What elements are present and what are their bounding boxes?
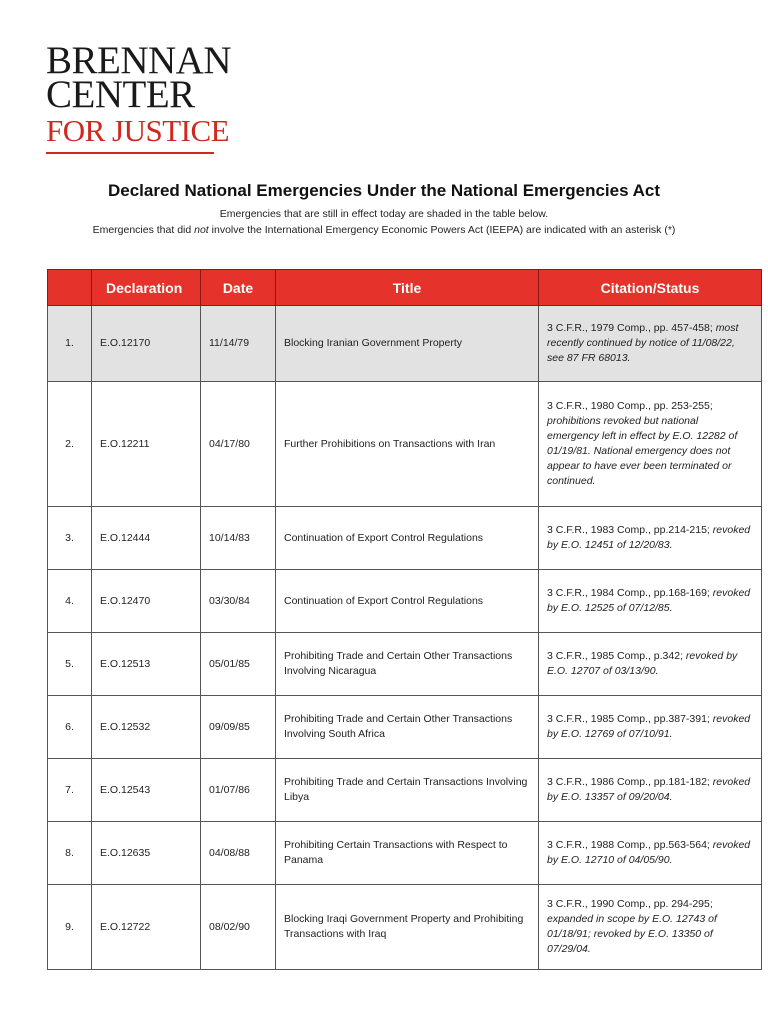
row-title: Continuation of Export Control Regulations [276, 507, 539, 570]
declaration-link[interactable]: E.O.12211 [92, 382, 201, 507]
citation-source: 3 C.F.R., 1990 Comp., pp. 294-295; [547, 898, 713, 910]
row-number: 2. [48, 382, 92, 507]
declaration-link[interactable]: E.O.12444 [92, 507, 201, 570]
declaration-link[interactable]: E.O.12635 [92, 822, 201, 885]
header-number [48, 270, 92, 306]
table-row [48, 759, 762, 822]
citation-source: 3 C.F.R., 1980 Comp., pp. 253-255; [547, 400, 713, 412]
citation-status: revoked by E.O. 13357 of 09/20/04. [547, 776, 751, 803]
header-date: Date [201, 270, 276, 306]
table-row [48, 822, 762, 885]
emergencies-table [47, 269, 762, 970]
declaration-link[interactable]: E.O.12470 [92, 570, 201, 633]
row-date: 09/09/85 [201, 696, 276, 759]
declaration-link[interactable]: E.O.12513 [92, 633, 201, 696]
row-citation [539, 696, 762, 759]
row-citation [539, 306, 762, 382]
row-number: 8. [48, 822, 92, 885]
row-number: 3. [48, 507, 92, 570]
row-title: Prohibiting Trade and Certain Other Transactions Involving Nicaragua [276, 633, 539, 696]
asterisk-note-emphasis: not [194, 224, 209, 236]
asterisk-note [0, 224, 768, 236]
row-date: 01/07/86 [201, 759, 276, 822]
table-row [48, 306, 762, 382]
table-header-row [48, 270, 762, 306]
logo-line-for-justice: FOR JUSTICE [46, 113, 230, 148]
row-title: Further Prohibitions on Transactions with Iran [276, 382, 539, 507]
page-title: Declared National Emergencies Under the National Emergencies Act [107, 181, 661, 200]
header-citation-status: Citation/Status [539, 270, 762, 306]
table-row [48, 633, 762, 696]
brennan-center-logo [46, 39, 232, 154]
table-row [48, 382, 762, 507]
row-number: 1. [48, 306, 92, 382]
citation-status: expanded in scope by E.O. 12743 of 01/18/91; revoked by E.O. 13350 of 07/29/04. [547, 913, 717, 955]
declaration-link[interactable]: E.O.12170 [92, 306, 201, 382]
shading-note: Emergencies that are still in effect today are shaded in the table below. [219, 208, 549, 220]
row-citation [539, 570, 762, 633]
row-date: 05/01/85 [201, 633, 276, 696]
citation-source: 3 C.F.R., 1979 Comp., pp. 457-458; [547, 322, 713, 334]
row-date: 04/17/80 [201, 382, 276, 507]
declaration-link[interactable]: E.O.12722 [92, 885, 201, 970]
row-title: Blocking Iranian Government Property [276, 306, 539, 382]
logo-line-center: CENTER [46, 73, 195, 116]
row-title: Prohibiting Trade and Certain Other Transactions Involving South Africa [276, 696, 539, 759]
asterisk-note-post: involve the International Emergency Economic Powers Act (IEEPA) are indicated with an asterisk (*) [208, 224, 676, 236]
row-date: 03/30/84 [201, 570, 276, 633]
row-date: 11/14/79 [201, 306, 276, 382]
citation-status: revoked by E.O. 12769 of 07/10/91. [547, 713, 751, 740]
row-citation [539, 822, 762, 885]
logo-underline [46, 152, 214, 154]
row-title: Continuation of Export Control Regulations [276, 570, 539, 633]
citation-source: 3 C.F.R., 1985 Comp., p.342; [547, 650, 683, 662]
citation-source: 3 C.F.R., 1985 Comp., pp.387-391; [547, 713, 710, 725]
row-number: 4. [48, 570, 92, 633]
row-title: Prohibiting Trade and Certain Transactions Involving Libya [276, 759, 539, 822]
citation-source: 3 C.F.R., 1988 Comp., pp.563-564; [547, 839, 710, 851]
logo-line-brennan: BRENNAN [46, 39, 232, 82]
row-date: 10/14/83 [201, 507, 276, 570]
row-citation [539, 633, 762, 696]
row-citation [539, 507, 762, 570]
row-number: 6. [48, 696, 92, 759]
row-date: 04/08/88 [201, 822, 276, 885]
row-date: 08/02/90 [201, 885, 276, 970]
citation-status: revoked by E.O. 12707 of 03/13/90. [547, 650, 738, 677]
table-row [48, 570, 762, 633]
row-citation [539, 759, 762, 822]
citation-status: revoked by E.O. 12710 of 04/05/90. [547, 839, 751, 866]
row-number: 5. [48, 633, 92, 696]
citation-status: prohibitions revoked but national emergency left in effect by E.O. 12282 of 01/19/81. National emergency does not appear to have ever been terminated or continued. [547, 415, 738, 487]
citation-status: revoked by E.O. 12451 of 12/20/83. [547, 524, 751, 551]
header-title: Title [276, 270, 539, 306]
citation-source: 3 C.F.R., 1984 Comp., pp.168-169; [547, 587, 710, 599]
citation-status: most recently continued by notice of 11/08/22, see 87 FR 68013. [547, 322, 739, 364]
table-row [48, 885, 762, 970]
header-declaration: Declaration [92, 270, 201, 306]
row-number: 7. [48, 759, 92, 822]
citation-source: 3 C.F.R., 1983 Comp., pp.214-215; [547, 524, 710, 536]
citation-status: revoked by E.O. 12525 of 07/12/85. [547, 587, 751, 614]
row-citation [539, 382, 762, 507]
row-title: Blocking Iraqi Government Property and Prohibiting Transactions with Iraq [276, 885, 539, 970]
citation-source: 3 C.F.R., 1986 Comp., pp.181-182; [547, 776, 710, 788]
declaration-link[interactable]: E.O.12543 [92, 759, 201, 822]
row-title: Prohibiting Certain Transactions with Respect to Panama [276, 822, 539, 885]
table-row [48, 507, 762, 570]
row-citation [539, 885, 762, 970]
row-number: 9. [48, 885, 92, 970]
declaration-link[interactable]: E.O.12532 [92, 696, 201, 759]
table-row [48, 696, 762, 759]
asterisk-note-pre: Emergencies that did [92, 224, 195, 236]
